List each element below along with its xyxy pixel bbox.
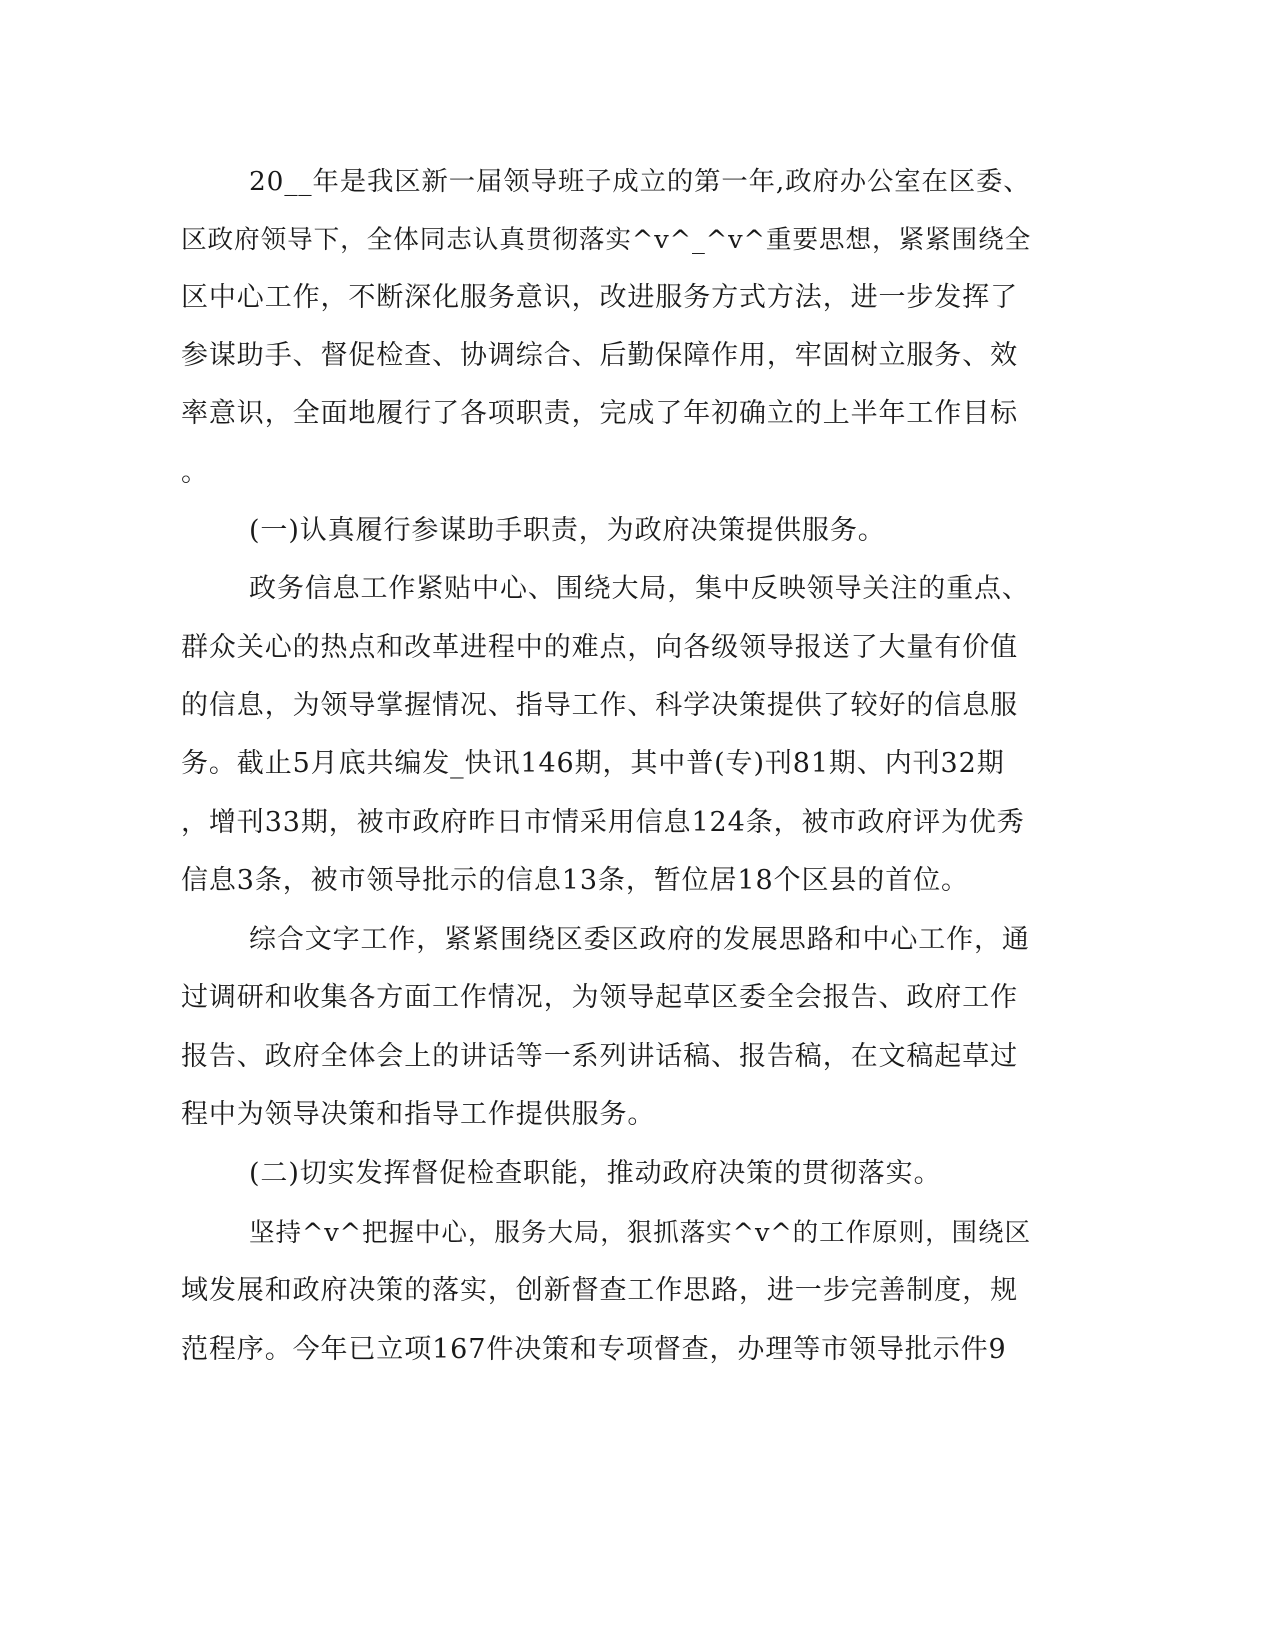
text-line: 参谋助手、督促检查、协调综合、后勤保障作用，牢固树立服务、效: [181, 340, 1018, 371]
text-line: 群众关心的热点和改革进程中的难点，向各级领导报送了大量有价值: [181, 632, 1018, 663]
text-line: 报告、政府全体会上的讲话等一系列讲话稿、报告稿，在文稿起草过: [181, 1041, 1018, 1072]
text-line: 20__年是我区新一届领导班子成立的第一年,政府办公室在区委、: [249, 167, 1031, 197]
text-line: 程中为领导决策和指导工作提供服务。: [181, 1099, 656, 1130]
text-line: 区政府领导下，全体同志认真贯彻落实^v^_^v^重要思想，紧紧围绕全: [181, 225, 1032, 255]
text-line: 综合文字工作，紧紧围绕区委区政府的发展思路和中心工作，通: [249, 924, 1030, 955]
text-line: 信息3条，被市领导批示的信息13条，暂位居18个区县的首位。: [181, 865, 969, 896]
text-line: 政务信息工作紧贴中心、围绕大局，集中反映领导关注的重点、: [249, 573, 1030, 604]
text-line: 的信息，为领导掌握情况、指导工作、科学决策提供了较好的信息服: [181, 690, 1018, 721]
text-line: 过调研和收集各方面工作情况，为领导起草区委全会报告、政府工作: [181, 982, 1018, 1013]
text-line: 范程序。今年已立项167件决策和专项督查，办理等市领导批示件9: [181, 1334, 1007, 1365]
text-line: 务。截止5月底共编发_快讯146期，其中普(专)刊81期、内刊32期: [181, 748, 1005, 779]
text-line: 率意识，全面地履行了各项职责，完成了年初确立的上半年工作目标: [181, 398, 1018, 429]
section-heading: (一)认真履行参谋助手职责，为政府决策提供服务。: [249, 515, 886, 546]
text-line: 区中心工作，不断深化服务意识，改进服务方式方法，进一步发挥了: [181, 282, 1018, 313]
text-line: ，增刊33期，被市政府昨日市情采用信息124条，被市政府评为优秀: [181, 807, 1025, 838]
text-line: 坚持^v^把握中心，服务大局，狠抓落实^v^的工作原则，围绕区: [249, 1218, 1031, 1248]
section-heading: (二)切实发挥督促检查职能，推动政府决策的贯彻落实。: [249, 1158, 942, 1189]
text-line: 。: [181, 457, 209, 488]
text-line: 域发展和政府决策的落实，创新督查工作思路，进一步完善制度，规: [181, 1275, 1018, 1306]
